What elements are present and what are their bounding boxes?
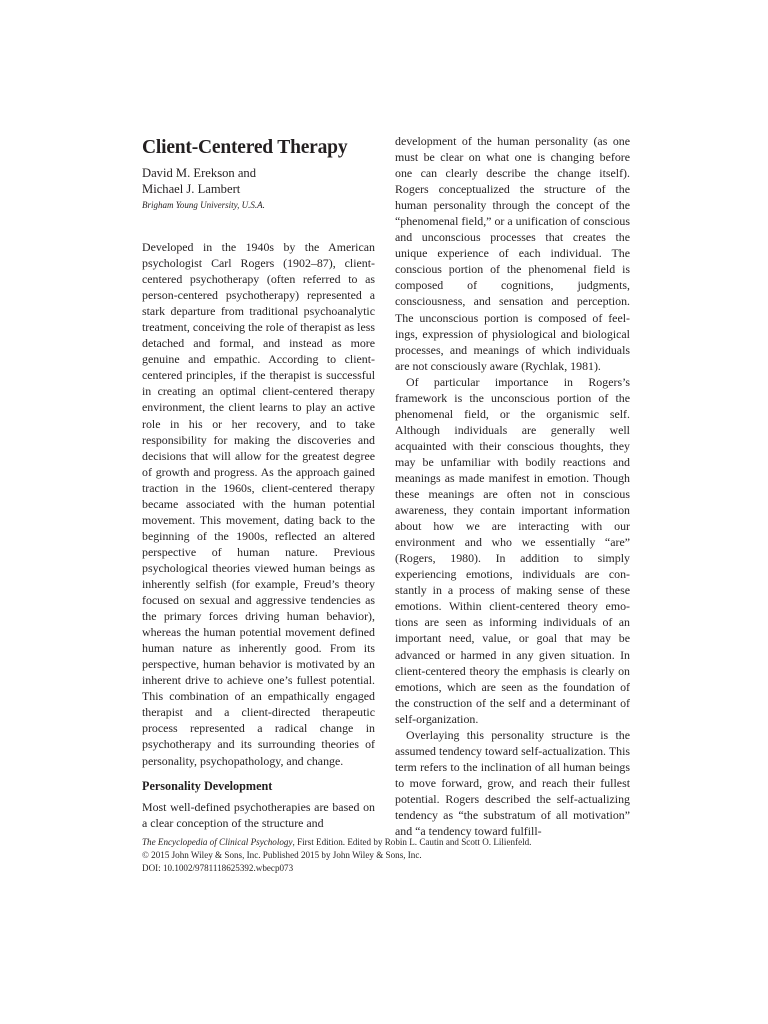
copyright-line: © 2015 John Wiley & Sons, Inc. Published 2015 by John Wiley & Sons, Inc. [142,850,422,861]
author-line-2: Michael J. Lambert [142,182,241,196]
citation-line [142,836,642,849]
section-paragraph: Most well-defined psychotherapies are based on a clear conception of the structure and [142,799,375,830]
body-paragraph-2: Of particular importance in Rogers’s framework is the unconscious portion of the phenomenal field, or the organismic self. Although individuals are generally well acquainted with their conscious thoughts, they may be unfamiliar with bodily reactions and meanings as made manifest in emotion. Though these meanings are often not in conscious awareness, they contain important information about how we are interacting with our environment and who we essentially “are” (Rogers, 1980). In addition to simply experiencing emotions, individuals are constantly in a process of making sense of these emotions. Within client-centered theory emotions are seen as informing individuals of an important need, value, or goal that may be advanced or harmed in any given situation. In client-centered theory the emphasis is clearly on emotions, which are seen as the foundation of the construction of the self and a determinant of self-organization. [395,374,630,726]
encyclopedia-title: The Encyclopedia of Clinical Psychology [142,837,293,847]
author-affiliation: Brigham Young University, U.S.A. [142,200,265,210]
section-heading: Personality Development [142,778,273,793]
body-paragraph-3: Overlaying this personality structure is the assumed tendency toward self-actualization. This term refers to the inclination of all human beings to move forward, grow, and reach their fullest potential. Rogers described the self-actualizing tendency as “the substratum of all motivation” and “a tendency toward fulfill- [395,727,630,839]
intro-paragraph: Developed in the 1940s by the American psychologist Carl Rogers (1902–87), client-centered psychotherapy (often referred to as person-centered psychotherapy) represented a stark departure from traditional psychoanalytic treatment, conceiving the role of therapist as less detached and formal, and instead as more genuine and empathic. According to client-centered principles, if the therapist is successful in creating an optimal client-centered therapy environment, the client learns to play an active role in his or her recovery, and to take responsibility for making the discoveries and decisions that will allow for the greatest degree of growth and progress. As the approach gained traction in the 1960s, client-centered therapy became associated with the human potential movement. This movement, dating back to the beginning of the 1900s, reflected an altered perspective of human nature. Previous psychological theories viewed human beings as inherently selfish (for example, Freud’s theory focused on sexual and aggressive tendencies as the primary forces driving human behavior), whereas the human potential movement defined human nature as inherently good. From its perspective, human behavior is motivated by an inherent drive to achieve one’s fullest potential. This combination of an empathically engaged therapist and a client-directed therapeutic process represented a radical change in psychotherapy and its surrounding theories of personality, psychopathology, and change. [142,240,375,768]
author-line-1: David M. Erekson and [142,166,257,180]
citation-footer [142,836,642,876]
edition-text: , First Edition. Edited by Robin L. Cautin and Scott O. Lilienfeld. [292,837,532,847]
left-column [142,135,375,831]
doi-line: DOI: 10.1002/9781118625392.wbecp073 [142,863,294,874]
article-title: Client-Centered Therapy [142,137,348,158]
body-paragraph-1: development of the human personality (as one must be clear on what one is changing before one can clearly describe the change itself). Rogers conceptualized the structure of the human personality through the concept of the “phenomenal field,” or a unification of conscious and unconscious processes that creates the unique experience of each individual. The conscious portion of the phenomenal field is composed of cognitions, judgments, consciousness, and sensation and perception. The unconscious portion is composed of feelings, expression of physiological and biological processes, and meanings of which individuals are not consciously aware (Rychlak, 1981). [395,134,630,373]
right-column [395,133,630,839]
